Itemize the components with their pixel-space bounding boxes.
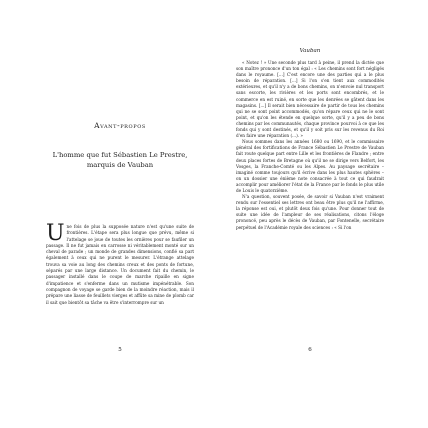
chapter-title-line2: marquis de Vauban: [86, 160, 154, 169]
right-paragraph-3: N'a question, souvent posée, de savoir si Vauban n'est vraiment rendu sur l'essentiel ses lettres ont beau être plus qu'il ne l'affirme, la réponse est oui, et plutôt deux fois qu'une. Pour donner tout de suite une idée de l'ampleur de ses réalisations, citons l'éloge prononcé, peu après le décès de Vauban, par Fontenelle, secrétaire perpétuel de l'Académie royale des sciences : « Si l'on: [236, 194, 384, 230]
running-head: Vauban: [299, 48, 321, 54]
right-paragraph-1: « Notez ! » Une seconde plus tard à peine, il prend la dictée que son maître prononce d'un ton égal : « Les chemins sont fort négligés dans le royaume. [...] C'est encore une des parties qui a le plus besoin de réparation. [...] Si l'on s'en tient aux commodités extérieures, et qu'il n'y a de bons chemins, on n'envoie nul transport sans escorte, les rivières et les ports sont encombrés, et le commerce en est ruiné, en sorte que les denrées se gâtent dans les magasins. [...] Il serait bien nécessaire de partir de tous les chemins qui ne se sont point accommodés, qu'on répare ceux qui ne le sont point, et qu'on les étende en quelque sorte, qu'il y a peu de bons chemins par les communautés, chaque province pourvoi à ce que les fonds qui y sont destinés, et qu'il y soit pris sur les revenus du Roi d'en faire une réparation (...). »: [236, 60, 384, 139]
page-number-left: 5: [118, 347, 122, 353]
left-body-text: [46, 221, 194, 306]
right-body-text: [236, 60, 384, 231]
chapter-title: [46, 151, 194, 170]
right-paragraph-2: Nous sommes dans les années 1680 ou 1690, et le commissaire général des fortifications de France Sébastien Le Prestre de Vauban fait route quelque part entre Lille et les frontières de Flandre ; entre deux places fortes de Bretagne où qu'il ne se dirige vers Belfort, les Vosges, la Franche-Comté ou les Alpes. Au paysage secrétaire – imaginé comme toujours qu'il écrive dans les plus hautes sphères – on un dossier une énième note consacrée à tout ce qui faudrait accomplir pour améliorer l'état de la France par le fonds le plus utile de Louis le quatorzième.: [236, 139, 384, 193]
drop-cap: U: [46, 221, 65, 246]
page-number-right: 6: [308, 347, 312, 353]
left-paragraph: ne fois de plus la supposée nature n'est qu'une suite de frontières. L'étape sera plus longue que prévu, même si l'attelage se joue de toutes les ornières pour se faufiler un passage. Il ne fut jamais en carrosse ni véritablement monté sur un cheval de parade ; un monde de grandes dimensions, confié sa part également à ceux qui ne purent le mesurer. L'étrange attelage trouva sa voie au long des chemins creux et des ponts de fortune, séparés par une large distance. Un document fait du chemin, le passager installé dans le coupe de marche ripaille en signe d'impatience et s'enferme dans un mutisme impénétrable. Son compagnon de voyage se garde bien de la moindre réaction, mais il prépare une liasse de feuillets vierges et affûte sa mine de plomb car il sait que bientôt sa tâche va être s'interrompre sur un: [46, 224, 194, 305]
section-heading: Avant-propos: [94, 121, 146, 130]
chapter-title-line1: L'homme que fut Sébastien Le Prestre,: [52, 151, 188, 159]
